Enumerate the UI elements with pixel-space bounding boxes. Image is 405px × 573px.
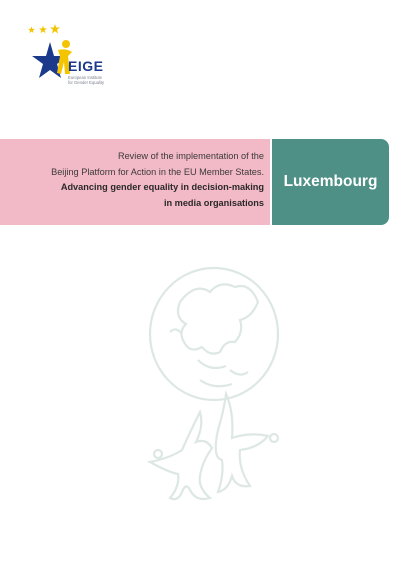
title-line-1: Review of the implementation of the bbox=[117, 151, 264, 161]
title-line-2: Beijing Platform for Action in the EU Member States. bbox=[51, 166, 264, 177]
logo-mark: EIGE bbox=[68, 58, 104, 74]
title-line-4: in media organisations bbox=[163, 197, 264, 208]
globe-illustration-icon bbox=[140, 262, 290, 512]
country-name: Luxembourg bbox=[283, 173, 378, 190]
country-block bbox=[272, 139, 389, 225]
report-title-block bbox=[0, 139, 270, 225]
logo-subtitle: European Institute for Gender Equality bbox=[68, 75, 105, 85]
title-line-3: Advancing gender equality in decision-making bbox=[60, 182, 264, 192]
title-band bbox=[0, 139, 389, 225]
eige-logo bbox=[28, 18, 118, 98]
